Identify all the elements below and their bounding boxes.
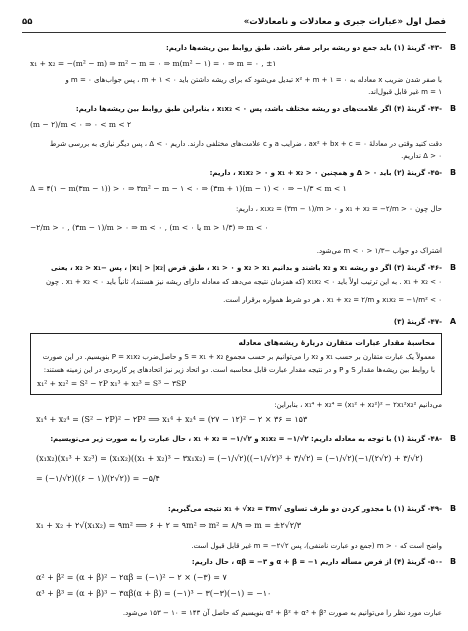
solution-43-equation: x₁ + x₂ = −(m² − m) ⇒ m² − m = ۰ ⇒ m(m² − ۱) = ۰ ⇒ m = ۰ , ±۱ <box>30 59 277 68</box>
note-box-text: معمولاً یک عبارت متقارن بر حسب x₁ و x₂ را می‌توانیم بر حسب مجموع S = x₁ + x₂ و حاصل‌ضرب P = x₁x₂ بنویسیم. در این صورت <box>42 353 435 361</box>
solution-43-heading: -۴۳- گزینهٔ (۱) باید جمع دو ریشه برابر صفر باشد. طبق روابط بین ریشه‌ها داریم: <box>166 44 442 52</box>
solution-45-text: حال چون x₁ + x₂ = −۲/m > ۰ و x₁x₂ = (۳m − ۱)/m > ۰ ، داریم: <box>235 205 442 213</box>
solution-46-text: x₁ + x₂ < ۰ . به این ترتیب اولاً باید x₁x₂ < ۰ (که همزمان نتیجه می‌دهد که معادله دارای ریشه نیز هستند)، ثانیاً باید x₁ + x₂ < ۰ . چون <box>46 278 442 286</box>
solution-43-text: m = ۱ غیر قابل قبول‌اند. <box>368 88 442 96</box>
solution-49-equation: x₁ + x₂ + ۲√(x₁x₂) = ۹m² ⟹ ۶ + ۲ = ۹m² ⇒ m² = ۸/۹ ⇒ m = ±۲√۲/۳ <box>36 521 301 530</box>
solution-47-equation: x₁⁴ + x₂⁴ = (S² − ۲P)² − ۲P² ⟹ x₁⁴ + x₂⁴ = (۲۷ − ۱۲)² − ۲ × ۳۶ = ۱۵۳ <box>36 415 308 424</box>
solution-50-text: عبارت مورد نظر را می‌توانیم به صورت α² + β² + α³ + β³ بنویسیم که حاصل آن ۱۴۳ = ۱۰ − ۱۵۳ می‌شود. <box>122 609 442 617</box>
solution-44-equation: (m − ۲)/m < ۰ ⇒ ۰ < m < ۲ <box>30 120 132 129</box>
answer-mark: B <box>449 557 457 566</box>
solution-45-equation: −۲/m > ۰ , (۳m − ۱)/m > ۰ ⇒ m < ۰ , (m < ۰ یا m > ۱/۳) ⇒ m < ۰ <box>30 223 269 232</box>
solution-50-heading: -۵۰- گزینهٔ (۴) از فرض مسأله داریم α + β = −۱ و αβ = −۳ ، حال داریم: <box>191 558 442 566</box>
solution-48-equation: (x₁x₂)(x₁³ + x₂³) = (x₁x₂)((x₁ + x₂)³ − ۳x₁x₂) = (−۱/√۲)((−۱/√۲)³ + ۳/√۲) = (−۱/√۲)(−۱/(۲√۲) + ۳/√۲) <box>36 454 423 463</box>
note-box-identities: x₁² + x₂² = S² − ۲P x₁³ + x₂³ = S³ − ۳SP <box>37 379 187 388</box>
chapter-title: فصل اول «عبارات جبری و معادلات و نامعادلات» <box>243 17 446 27</box>
solution-45-text: اشتراک دو جواب −۱/۳ < m < ۰ می‌شود. <box>316 247 442 255</box>
answer-mark: B <box>449 168 457 177</box>
solution-44-text: Δ > ۰ نداریم. <box>401 152 442 160</box>
answer-mark: B <box>449 504 457 513</box>
answer-mark: B <box>449 434 457 443</box>
answer-mark: B <box>449 104 457 113</box>
page-header <box>22 14 446 30</box>
solution-45-equation: Δ = ۴(۱ − m(۳m − ۱)) > ۰ ⇒ ۳m² − m − ۱ < ۰ ⇒ (۳m + ۱)(m − ۱) < ۰ ⇒ −۱/۳ < m < ۱ <box>30 184 347 193</box>
solution-50-equation: α³ + β³ = (α + β)³ − ۳αβ(α + β) = (−۱)³ − ۳(−۳)(−۱) = −۱۰ <box>36 589 272 598</box>
note-box-title: محاسبهٔ مقدار عبارات متقارن دربارهٔ ریشه‌های معادله <box>238 338 435 347</box>
answer-mark: B <box>449 43 457 52</box>
solution-49-text: واضح است که m > ۰ (جمع دو عبارت نامنفی)، پس m = −۲√۲ غیر قابل قبول است. <box>191 542 442 550</box>
answer-mark: A <box>449 317 457 326</box>
solution-43-text: با صفر شدن ضریب x معادله به x² + m + ۱ = ۰ تبدیل می‌شود که برای ریشه داشتن باید m + ۱ < ۰ ، پس جواب‌های m = ۰ و <box>65 76 442 84</box>
solution-50-equation: α² + β² = (α + β)² − ۲αβ = (−۱)² − ۲ × (−۳) = ۷ <box>36 573 227 582</box>
solution-46-heading: -۴۶- گزینهٔ (۳) اگر دو ریشه x₁ و x₂ باشند و بدانیم x₂ > x₁ و x₁ > ۰ ، طبق فرض |x₁| > |x₂| ، پس −x₂ > x₁ ، یعنی <box>51 264 442 272</box>
note-box <box>30 333 442 395</box>
solution-48-equation: = (−۱/√۲)((۶ − ۱)/(۲√۲)) = −۵/۴ <box>36 474 160 483</box>
solution-47-heading: -۴۷- گزینهٔ (۳) <box>393 318 442 326</box>
page-number: ۵۵ <box>22 17 33 27</box>
solution-44-heading: -۴۴- گزینهٔ (۴) اگر علامت‌های دو ریشه مختلف باشد، پس x₁x₂ < ۰ ، بنابراین طبق روابط بین ریشه‌ها داریم: <box>75 105 442 113</box>
solution-44-text: دقت کنید وقتی در معادلهٔ ax² + bx + c = ۰ ، ضرایب a و c علامت‌های مختلفی دارند. داریم ۰ > Δ ، پس دیگر نیازی به بررسی شرط <box>49 140 442 148</box>
solution-48-heading: -۴۸- گزینهٔ (۱) با توجه به معادله داریم: x₁x₂ = −۱/√۲ و x₁ + x₂ = −۱/√۲ ، حال عبارت را به صورت زیر می‌نویسیم: <box>50 435 442 443</box>
solution-47-text: می‌دانیم x₁⁴ + x₂⁴ = (x₁² + x₂²)² − ۲x₁²x₂² ، بنابراین: <box>274 401 442 409</box>
solution-45-heading: -۴۵- گزینهٔ (۲) باید Δ > ۰ و همچنین x₁ + x₂ > ۰ و x₁x₂ > ۰ ، داریم: <box>209 169 442 177</box>
header-divider <box>22 32 446 33</box>
solution-49-heading: -۴۹- گزینهٔ (۱) با مجذور کردن دو طرف تساوی √x₁ + √x₂ = ۳m نتیجه می‌گیریم: <box>167 505 442 513</box>
answer-mark: B <box>449 263 457 272</box>
solution-46-text: x₁x₂ = −۱/m² < ۰ و x₁ + x₂ = ۲/m ، هر دو شرط همواره برقرار است. <box>223 296 442 304</box>
note-box-text: با روابط بین ریشه‌ها مقدار S و P و در نتیجه مقدار عبارت قابل محاسبه است. دو اتحاد زیر نیز اتحادهای پر کاربردی در این زمینه هستند: <box>43 366 435 374</box>
